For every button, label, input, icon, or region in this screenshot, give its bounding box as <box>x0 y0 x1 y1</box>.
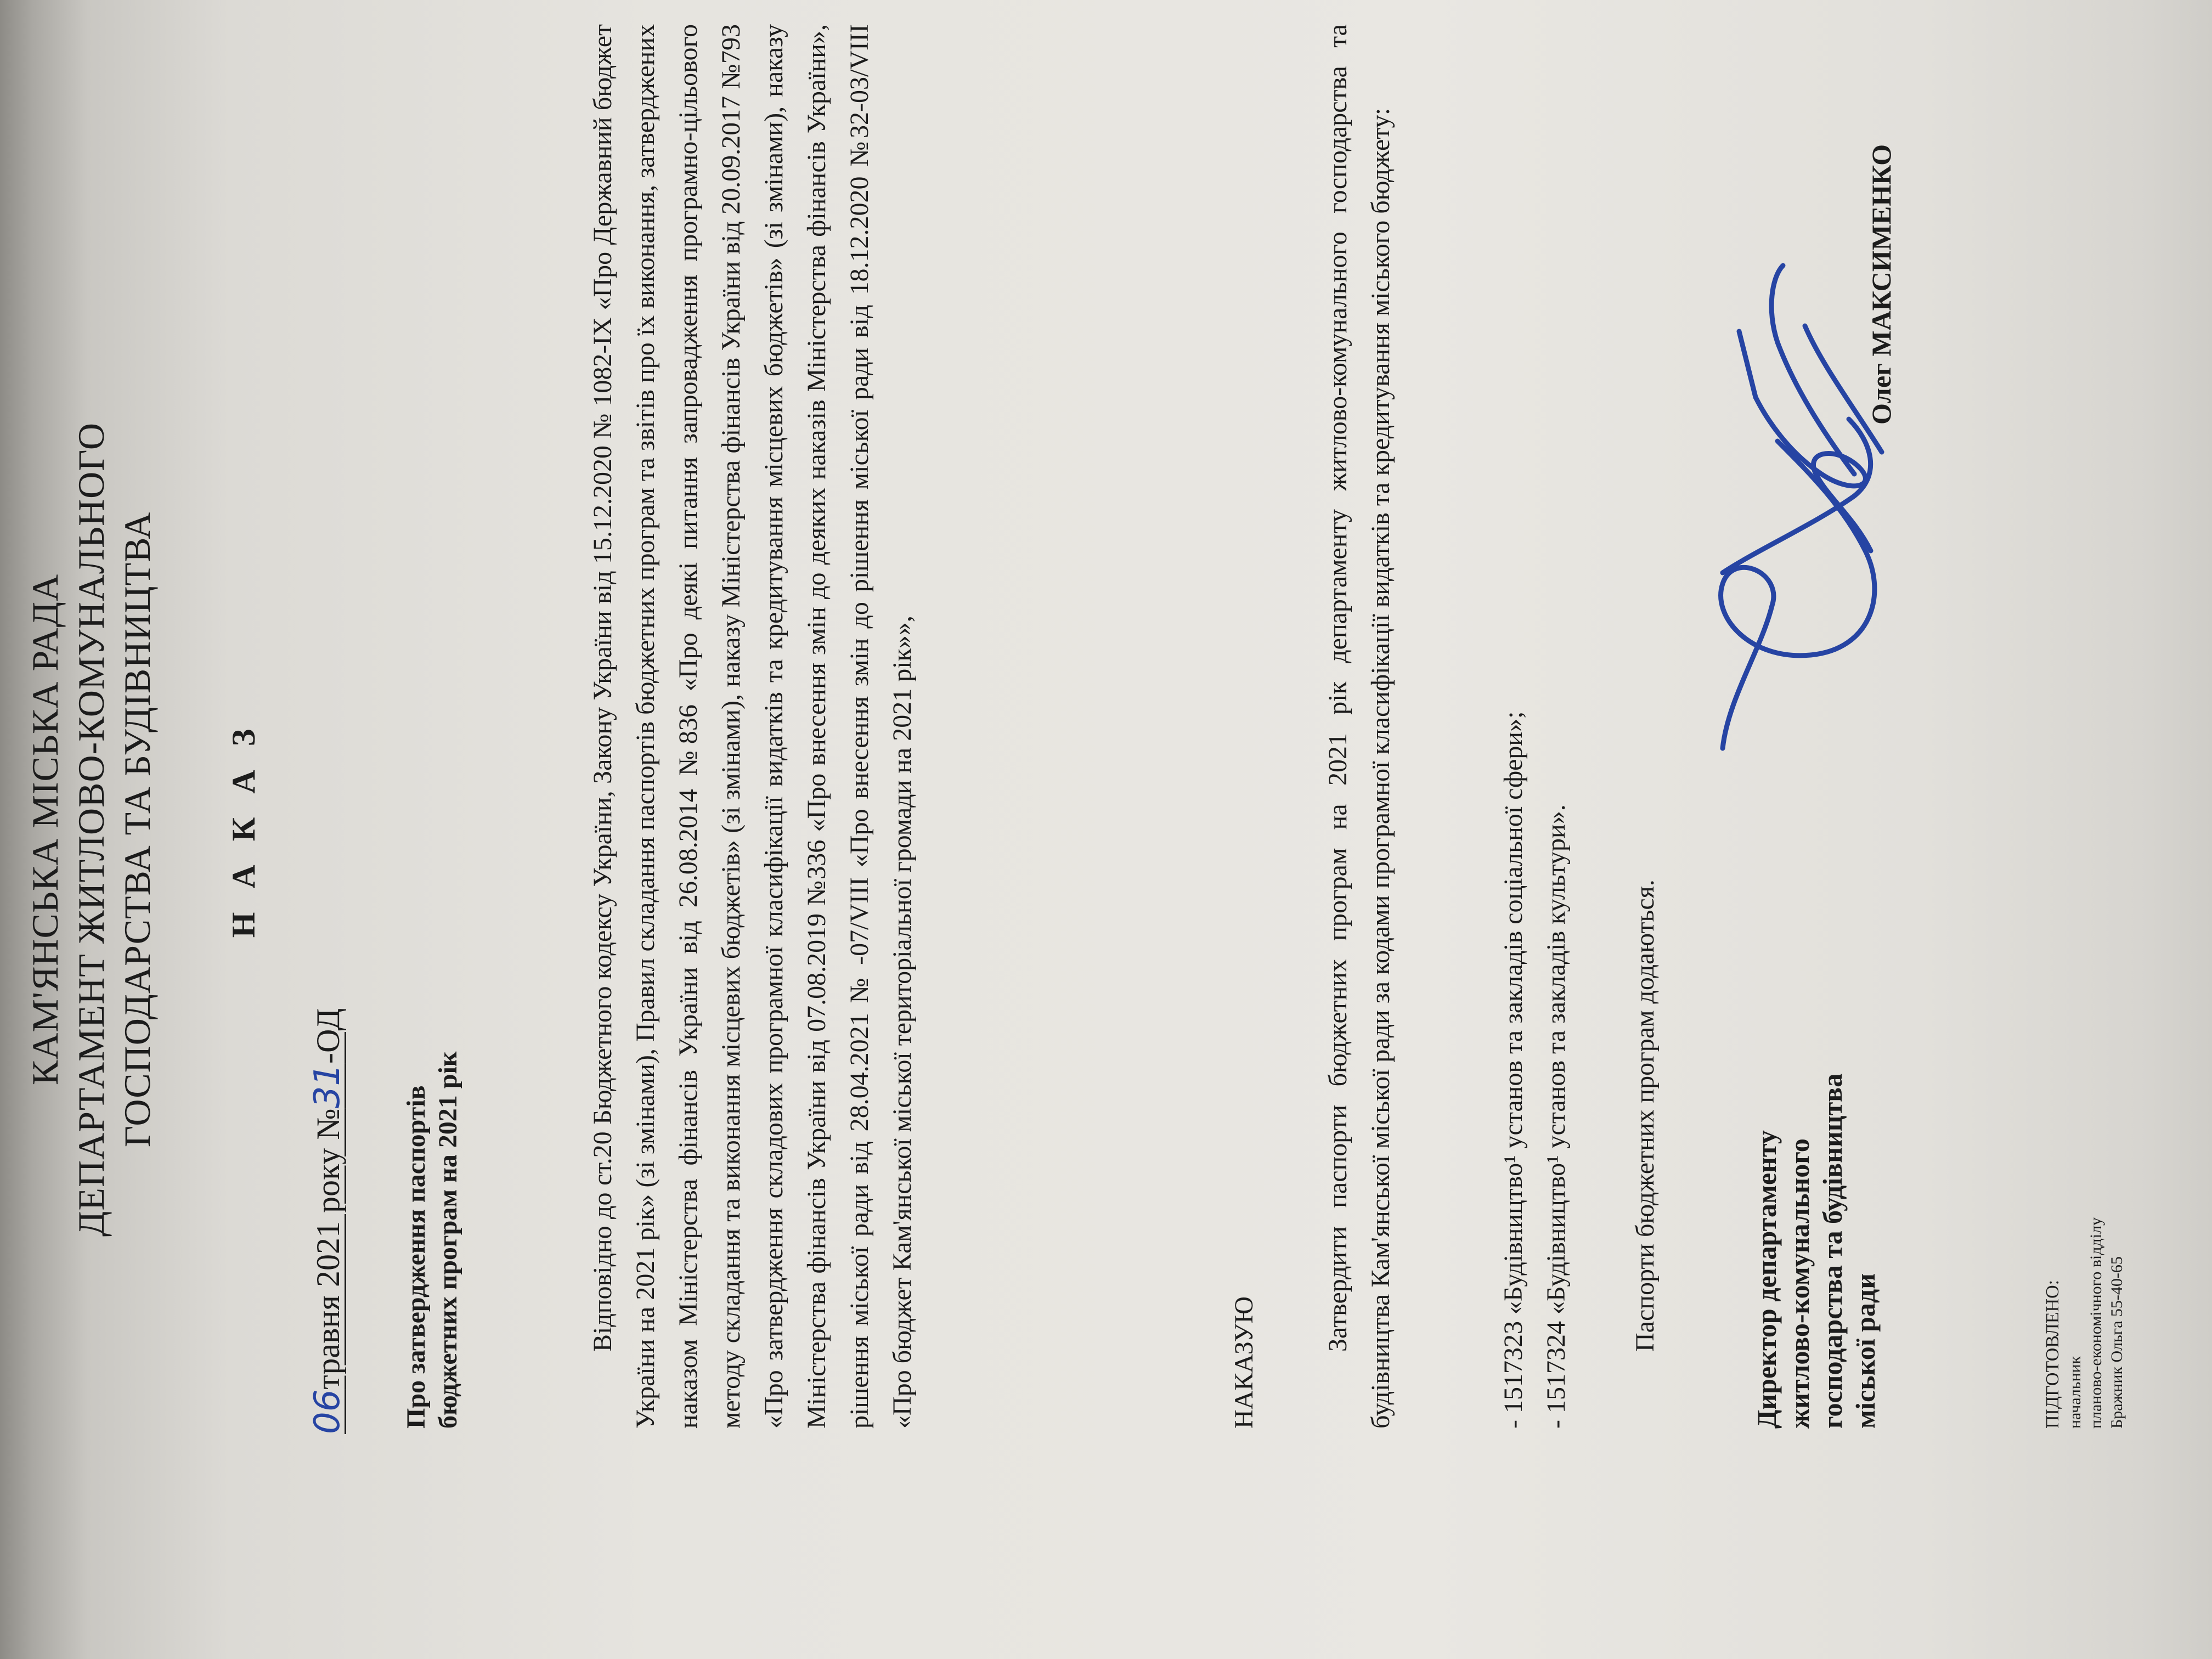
letterhead-line-2: ДЕПАРТАМЕНТ ЖИТЛОВО-КОМУНАЛЬНОГО <box>70 422 112 1237</box>
letterhead <box>22 0 160 1659</box>
date-day: 06 <box>307 1389 348 1434</box>
attachment-note: Паспорти бюджетних програм додаються. <box>1630 879 1660 1352</box>
program-item-1: - 1517323 «Будівництво¹ установ та закладів соціальної сфери»; <box>1499 711 1528 1429</box>
signatory-title-line-2: житлово-комунального <box>1784 1138 1815 1429</box>
prepared-line-2: планово-економічного відділу <box>2087 1217 2105 1429</box>
subject-line-2: бюджетних програм на 2021 рік <box>433 1051 462 1429</box>
order-word: НАКАЗУЮ <box>1229 1296 1259 1429</box>
signatory-title <box>1750 1074 1882 1429</box>
letterhead-line-1: КАМ'ЯНСЬКА МІСЬКА РАДА <box>24 573 66 1086</box>
subject-line-1: Про затвердження паспортів <box>402 1085 431 1429</box>
program-item-2: - 1517324 «Будівництво¹ установ та закладів культури». <box>1542 804 1571 1429</box>
prepared-line-3: Бражник Ольга 55-40-65 <box>2108 1256 2126 1429</box>
prepared-line-1: начальник <box>2066 1356 2084 1429</box>
date-suffix: -ОД <box>310 1008 346 1064</box>
date-day-field <box>307 1389 348 1434</box>
order-number-field <box>307 1063 348 1109</box>
letterhead-line-3: ГОСПОДАРСТВА ТА БУДІВНИЦТВА <box>116 511 158 1148</box>
doc-title: Н А К А З <box>225 721 262 938</box>
subject <box>400 1052 464 1429</box>
signatory-title-line-1: Директор департаменту <box>1751 1130 1782 1429</box>
signatory-title-line-4: міської ради <box>1850 1273 1881 1429</box>
handwritten-signature <box>1690 233 1964 781</box>
preamble-paragraph: Відповідно до ст.20 Бюджетного кодексу України, Закону України від 15.12.2020 № 1082-IX «Про Державний бюджет України на 2021 рік» (зі змінами), Правил складання паспортів бюджетних програм та звітів про їх виконання, затверджених наказом Міністерства фінансів України від 26.08.2014 №836 «Про деякі питання запровадження програмно-цільового методу складання та виконання місцевих бюджетів» (зі змінами), наказу Міністерства фінансів України від 20.09.2017 №793 «Про затвердження складових програмної класифікації видатків та кредитування місцевих бюджетів» (зі змінами), наказу Міністерства фінансів України від 07.08.2019 №336 «Про внесення змін до деяких наказів Міністерства фінансів України», рішення міської ради від 28.04.2021 № -07/VIII «Про внесення змін до рішення міської ради від 18.12.2020 №32-03/VIII «Про бюджет Кам'янської міської територіальної громади на 2021 рік»», <box>588 24 917 1429</box>
order-paragraph: Затвердити паспорти бюджетних програм на 2021 рік департаменту житлово-комунального господарства та будівництва Кам'янської міської ради за кодами програмної класифікації видатків та кредитування міського бюджету: <box>1323 24 1395 1429</box>
program-list <box>1492 24 1578 1429</box>
prepared-block <box>2041 1217 2128 1429</box>
prepared-label: ПІДГОТОВЛЕНО: <box>2042 1279 2063 1429</box>
signatory-name: Олег МАКСИМЕНКО <box>1866 144 1897 425</box>
date-month-year: травня 2021 року № <box>310 1108 346 1390</box>
date-line <box>307 1008 348 1434</box>
signatory-title-line-3: господарства та будівництва <box>1817 1073 1848 1429</box>
order-number: 31 <box>307 1063 348 1109</box>
